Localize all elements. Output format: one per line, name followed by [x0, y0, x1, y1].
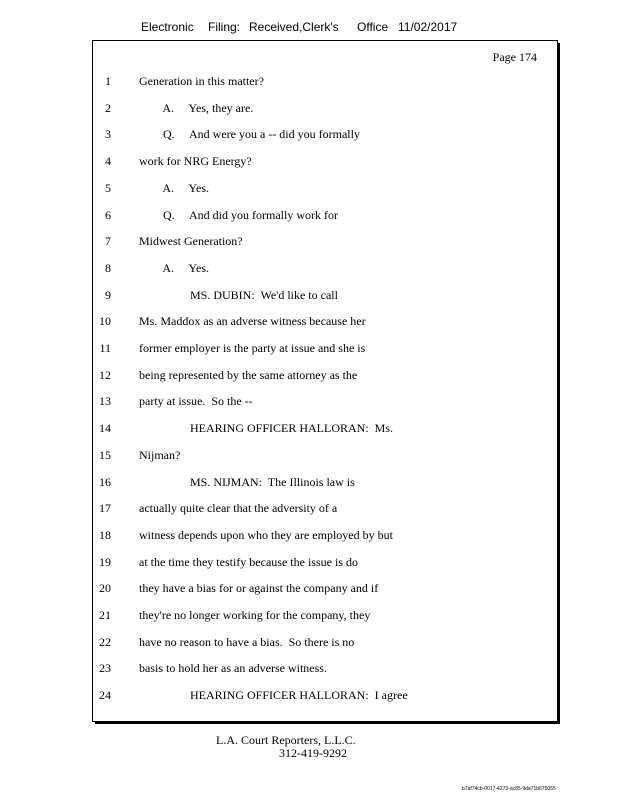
line-number: 18: [99, 527, 111, 542]
line-text: MS. NIJMAN: The Illinois law is: [139, 474, 355, 489]
line-number: 1: [105, 74, 111, 88]
line-text: MS. DUBIN: We'd like to call: [139, 287, 338, 302]
line-number: 11: [99, 341, 111, 355]
transcript-line: [93, 685, 553, 705]
line-number: 14: [99, 421, 111, 436]
line-number: 9: [105, 287, 111, 302]
transcript-page: [92, 40, 558, 722]
filing-header: [0, 20, 618, 36]
document-id: b7af74cb-0017-4273-ac85-9da71b675055: [462, 786, 556, 792]
line-number: 2: [105, 100, 111, 115]
line-text: HEARING OFFICER HALLORAN: Ms.: [139, 421, 394, 436]
line-number: 24: [99, 688, 111, 703]
line-text: being represented by the same attorney as the: [139, 367, 358, 382]
line-number: 20: [99, 581, 111, 596]
transcript-line: [93, 632, 553, 652]
line-text: Generation in this matter?: [139, 74, 264, 88]
line-number: 10: [99, 314, 111, 329]
line-text: basis to hold her as an adverse witness.: [139, 661, 327, 676]
line-text: Midwest Generation?: [139, 234, 243, 249]
line-text: party at issue. So the --: [139, 394, 253, 409]
transcript-line: [93, 445, 553, 465]
line-text: Q. And did you formally work for: [139, 207, 338, 222]
line-number: 13: [99, 394, 111, 409]
transcript-line: [93, 658, 553, 678]
transcript-line: [93, 178, 553, 198]
transcript-line: [93, 365, 553, 385]
transcript-line: [93, 311, 553, 331]
transcript-line: [93, 338, 553, 358]
transcript-line: [93, 124, 553, 144]
line-text: witness depends upon who they are employed by but: [139, 527, 393, 542]
line-number: 6: [105, 207, 111, 222]
header-received: Received,Clerk's: [249, 20, 339, 34]
line-text: A. Yes.: [139, 180, 210, 195]
line-number: 21: [99, 608, 111, 622]
line-number: 16: [99, 474, 111, 489]
frame-shadow-bottom: [95, 722, 560, 724]
transcript-line: [93, 258, 553, 278]
line-text: A. Yes, they are.: [139, 100, 254, 115]
line-number: 19: [99, 554, 111, 569]
line-number: 12: [99, 367, 111, 382]
header-filing: Filing:: [208, 20, 241, 34]
header-date: 11/02/2017: [398, 20, 458, 34]
line-number: 23: [99, 661, 111, 676]
line-text: Q. And were you a -- did you formally: [139, 127, 360, 142]
transcript-line: [93, 525, 553, 545]
line-number: 15: [99, 447, 111, 462]
line-text: at the time they testify because the issue is do: [139, 554, 358, 569]
line-number: 3: [105, 127, 111, 142]
transcript-line: [93, 98, 553, 118]
line-text: Ms. Maddox as an adverse witness because her: [139, 314, 366, 329]
transcript-line: [93, 498, 553, 518]
transcript-line: [93, 151, 553, 171]
reporter-company: L.A. Court Reporters, L.L.C.: [216, 733, 356, 747]
transcript-line: [93, 391, 553, 411]
line-number: 8: [105, 260, 111, 275]
line-number: 5: [105, 180, 111, 195]
line-text: Nijman?: [139, 447, 181, 462]
line-text: work for NRG Energy?: [139, 154, 252, 169]
transcript-line: [93, 472, 553, 492]
transcript-line: [93, 205, 553, 225]
reporter-phone: 312-419-9292: [279, 746, 347, 760]
transcript-line: [93, 552, 553, 572]
line-text: have no reason to have a bias. So there is no: [139, 634, 355, 649]
line-text: A. Yes.: [139, 260, 210, 275]
line-text: they have a bias for or against the company and if: [139, 581, 379, 596]
transcript-line: [93, 71, 553, 91]
header-electronic: Electronic: [141, 20, 194, 34]
line-number: 7: [105, 234, 111, 249]
line-number: 17: [99, 501, 111, 516]
transcript-line: [93, 231, 553, 251]
line-text: HEARING OFFICER HALLORAN: I agree: [139, 688, 408, 703]
line-number: 4: [105, 154, 111, 169]
line-text: actually quite clear that the adversity of a: [139, 501, 338, 516]
transcript-line: [93, 605, 553, 625]
page-number: Page 174: [492, 50, 537, 64]
transcript-line: [93, 578, 553, 598]
header-office: Office: [357, 20, 389, 34]
line-number: 22: [99, 634, 111, 649]
line-text: former employer is the party at issue and she is: [139, 341, 366, 355]
frame-shadow-right: [558, 43, 560, 723]
line-text: they're no longer working for the company, they: [139, 608, 371, 622]
transcript-line: [93, 418, 553, 438]
transcript-line: [93, 285, 553, 305]
